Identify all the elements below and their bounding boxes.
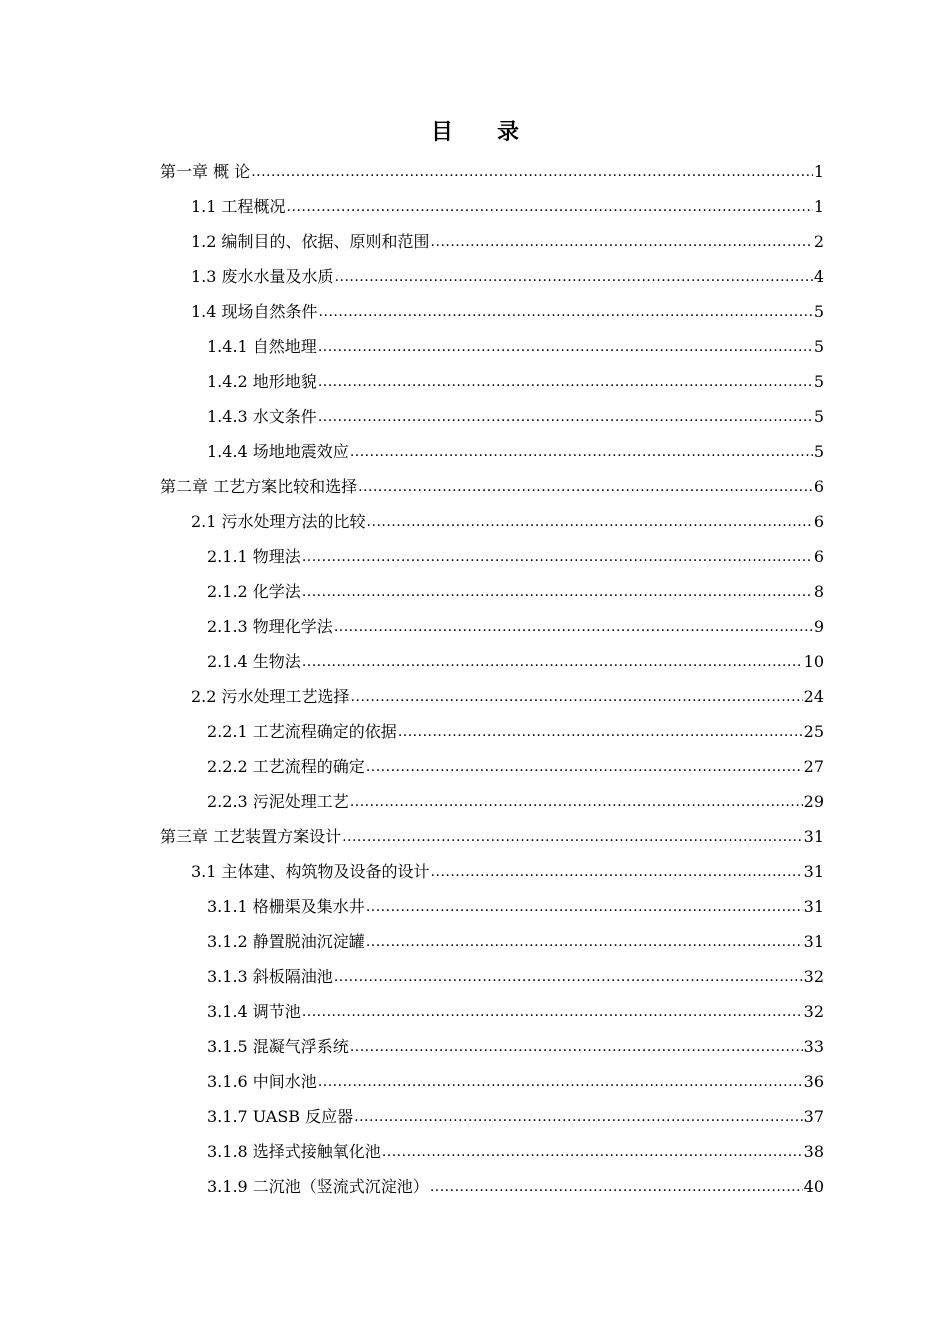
toc-entry-page-number: 5: [813, 406, 824, 426]
dot-leader: [351, 687, 803, 707]
dot-leader: [398, 722, 803, 742]
dot-leader: [431, 862, 803, 882]
toc-title: 目 录: [430, 119, 519, 145]
toc-entry[interactable]: [0, 679, 950, 714]
table-of-contents: [0, 154, 950, 1204]
toc-entry-label: 2.2 污水处理工艺选择: [191, 686, 350, 706]
toc-entry-page-number: 6: [813, 546, 824, 566]
toc-entry[interactable]: [0, 364, 950, 399]
dot-leader: [302, 652, 803, 672]
dot-leader: [350, 442, 813, 462]
toc-entry-page-number: 31: [803, 861, 824, 881]
toc-entry-label: 2.1.2 化学法: [207, 581, 301, 601]
toc-entry-page-number: 2: [813, 231, 824, 251]
toc-entry-label: 2.2.2 工艺流程的确定: [207, 756, 365, 776]
toc-entry[interactable]: [0, 1099, 950, 1134]
dot-leader: [334, 617, 813, 637]
toc-entry[interactable]: [0, 399, 950, 434]
toc-entry[interactable]: [0, 644, 950, 679]
toc-entry[interactable]: [0, 1029, 950, 1064]
toc-entry-label: 1.1 工程概况: [191, 196, 286, 216]
dot-leader: [354, 1107, 802, 1127]
toc-entry-page-number: 5: [813, 301, 824, 321]
toc-entry-label: 1.4 现场自然条件: [191, 301, 318, 321]
toc-entry[interactable]: [0, 714, 950, 749]
dot-leader: [318, 372, 813, 392]
toc-entry-label: 3.1.1 格栅渠及集水井: [207, 896, 365, 916]
toc-entry[interactable]: [0, 469, 950, 504]
dot-leader: [342, 827, 803, 847]
toc-entry[interactable]: [0, 819, 950, 854]
toc-entry-page-number: 29: [803, 791, 824, 811]
toc-entry-label: 1.4.3 水文条件: [207, 406, 317, 426]
toc-entry-label: 2.2.3 污泥处理工艺: [207, 791, 349, 811]
toc-entry[interactable]: [0, 189, 950, 224]
toc-entry-label: 2.1.3 物理化学法: [207, 616, 333, 636]
toc-entry-page-number: 5: [813, 336, 824, 356]
toc-entry-label: 1.2 编制目的、依据、原则和范围: [191, 231, 430, 251]
toc-entry-label: 1.4.2 地形地貌: [207, 371, 317, 391]
dot-leader: [318, 1072, 803, 1092]
toc-entry-label: 3.1.5 混凝气浮系统: [207, 1036, 349, 1056]
toc-entry[interactable]: [0, 609, 950, 644]
toc-entry[interactable]: [0, 434, 950, 469]
toc-entry-page-number: 33: [803, 1036, 824, 1056]
toc-entry-label: 2.1 污水处理方法的比较: [191, 511, 366, 531]
toc-entry-page-number: 8: [813, 581, 824, 601]
toc-entry[interactable]: [0, 574, 950, 609]
dot-leader: [319, 302, 813, 322]
toc-entry-label: 3.1.8 选择式接触氧化池: [207, 1141, 381, 1161]
toc-entry[interactable]: [0, 1064, 950, 1099]
dot-leader: [350, 1037, 803, 1057]
dot-leader: [366, 897, 803, 917]
toc-entry-page-number: 4: [813, 266, 824, 286]
dot-leader: [366, 757, 803, 777]
toc-entry-label: 1.3 废水水量及水质: [191, 266, 334, 286]
toc-entry-label: 2.1.4 生物法: [207, 651, 301, 671]
toc-entry-page-number: 5: [813, 371, 824, 391]
dot-leader: [302, 1002, 803, 1022]
dot-leader: [335, 267, 813, 287]
toc-entry-label: 第三章 工艺装置方案设计: [160, 826, 342, 846]
dot-leader: [358, 477, 813, 497]
toc-entry-label: 3.1.9 二沉池（竖流式沉淀池）: [207, 1176, 429, 1196]
toc-entry[interactable]: [0, 504, 950, 539]
toc-entry-page-number: 24: [803, 686, 824, 706]
toc-entry[interactable]: [0, 224, 950, 259]
toc-entry-page-number: 25: [803, 721, 824, 741]
toc-entry-page-number: 6: [813, 511, 824, 531]
toc-entry-page-number: 31: [803, 826, 824, 846]
dot-leader: [251, 162, 813, 182]
toc-entry-label: 1.4.1 自然地理: [207, 336, 317, 356]
toc-entry-page-number: 37: [803, 1106, 824, 1126]
toc-entry[interactable]: [0, 539, 950, 574]
dot-leader: [366, 932, 803, 952]
toc-entry-page-number: 32: [803, 1001, 824, 1021]
toc-entry[interactable]: [0, 924, 950, 959]
toc-entry[interactable]: [0, 749, 950, 784]
toc-entry-label: 3.1.7 UASB 反应器: [207, 1106, 354, 1126]
dot-leader: [302, 547, 813, 567]
toc-entry[interactable]: [0, 154, 950, 189]
dot-leader: [367, 512, 813, 532]
dot-leader: [287, 197, 813, 217]
toc-entry-label: 2.2.1 工艺流程确定的依据: [207, 721, 397, 741]
toc-entry-label: 3.1.3 斜板隔油池: [207, 966, 333, 986]
toc-entry-page-number: 1: [813, 196, 824, 216]
dot-leader: [318, 407, 813, 427]
toc-entry-page-number: 38: [803, 1141, 824, 1161]
toc-entry-label: 第一章 概 论: [160, 161, 251, 181]
toc-entry[interactable]: [0, 259, 950, 294]
toc-entry[interactable]: [0, 889, 950, 924]
toc-entry[interactable]: [0, 959, 950, 994]
dot-leader: [318, 337, 813, 357]
toc-entry-page-number: 10: [803, 651, 824, 671]
dot-leader: [302, 582, 813, 602]
toc-entry-page-number: 9: [813, 616, 824, 636]
toc-entry-label: 3.1 主体建、构筑物及设备的设计: [191, 861, 430, 881]
toc-entry[interactable]: [0, 994, 950, 1029]
toc-entry[interactable]: [0, 1169, 950, 1204]
toc-entry-page-number: 1: [813, 161, 824, 181]
toc-entry-page-number: 31: [803, 896, 824, 916]
toc-entry-label: 2.1.1 物理法: [207, 546, 301, 566]
dot-leader: [334, 967, 803, 987]
toc-entry-page-number: 27: [803, 756, 824, 776]
toc-entry-page-number: 40: [803, 1176, 824, 1196]
dot-leader: [431, 232, 813, 252]
toc-entry-label: 第二章 工艺方案比较和选择: [160, 476, 358, 496]
toc-entry-page-number: 6: [813, 476, 824, 496]
toc-entry[interactable]: [0, 1134, 950, 1169]
toc-entry-label: 1.4.4 场地地震效应: [207, 441, 349, 461]
toc-entry[interactable]: [0, 329, 950, 364]
toc-entry-page-number: 5: [813, 441, 824, 461]
toc-entry[interactable]: [0, 854, 950, 889]
toc-entry[interactable]: [0, 784, 950, 819]
dot-leader: [430, 1177, 803, 1197]
toc-entry-label: 3.1.6 中间水池: [207, 1071, 317, 1091]
toc-entry-page-number: 32: [803, 966, 824, 986]
toc-entry-label: 3.1.4 调节池: [207, 1001, 301, 1021]
dot-leader: [382, 1142, 803, 1162]
toc-entry[interactable]: [0, 294, 950, 329]
toc-entry-page-number: 36: [803, 1071, 824, 1091]
toc-entry-label: 3.1.2 静置脱油沉淀罐: [207, 931, 365, 951]
dot-leader: [350, 792, 803, 812]
toc-entry-page-number: 31: [803, 931, 824, 951]
